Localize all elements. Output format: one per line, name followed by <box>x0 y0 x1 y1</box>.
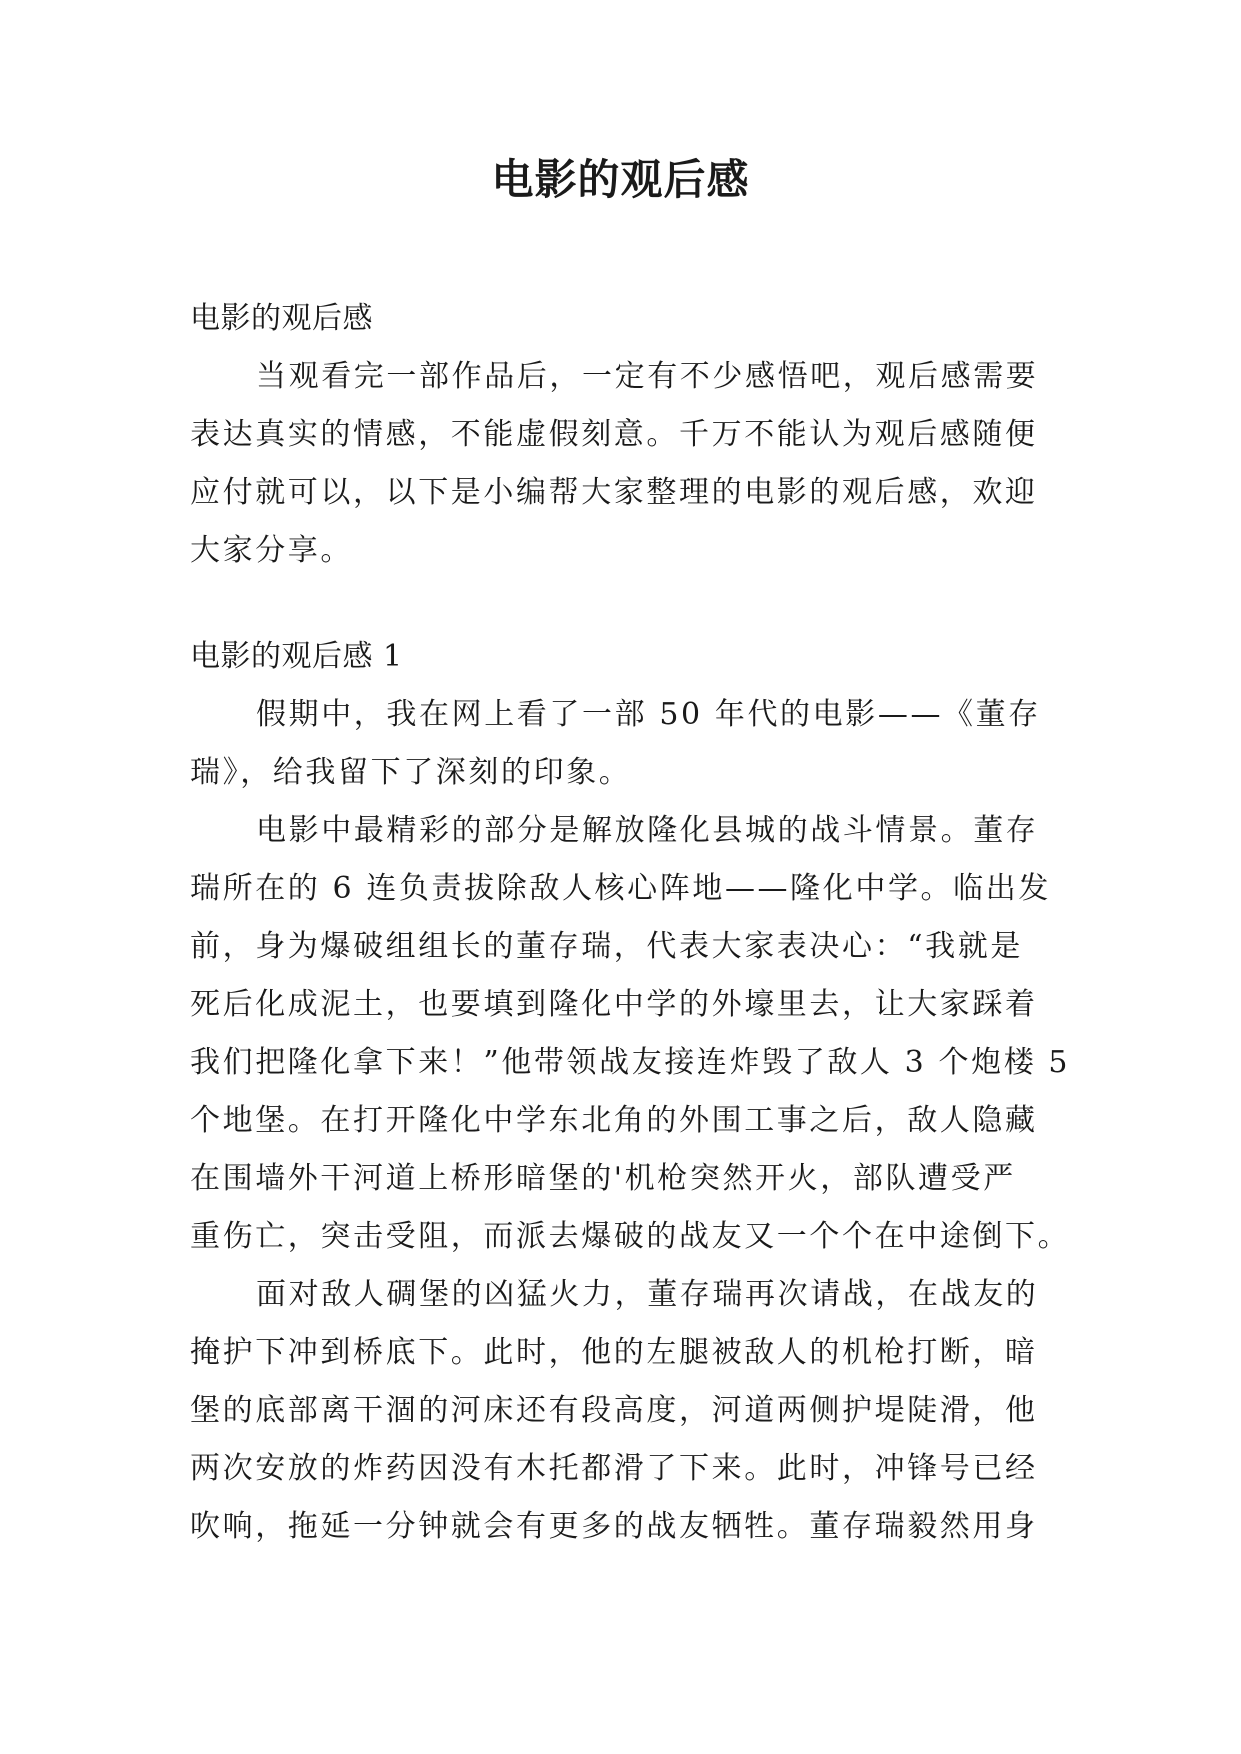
paragraph-2-line-8: 重伤亡，突击受阻，而派去爆破的战友又一个个在中途倒下。 <box>190 1219 1071 1254</box>
paragraph-2-line-2: 瑞所在的 6 连负责拔除敌人核心阵地——隆化中学。临出发 <box>190 871 1051 906</box>
paragraph-2-line-6: 个地堡。在打开隆化中学东北角的外围工事之后，敌人隐藏 <box>190 1103 1038 1138</box>
paragraph-3-line-2: 掩护下冲到桥底下。此时，他的左腿被敌人的机枪打断，暗 <box>190 1335 1038 1370</box>
intro-line-4: 大家分享。 <box>190 533 353 568</box>
paragraph-2-line-4: 死后化成泥土，也要填到隆化中学的外壕里去，让大家踩着 <box>190 987 1038 1022</box>
document-title: 电影的观后感 <box>491 155 750 204</box>
paragraph-3-line-4: 两次安放的炸药因没有木托都滑了下来。此时，冲锋号已经 <box>190 1451 1038 1486</box>
paragraph-2-line-1: 电影中最精彩的部分是解放隆化县城的战斗情景。董存 <box>256 813 1039 848</box>
intro-line-1: 当观看完一部作品后，一定有不少感悟吧，观后感需要 <box>256 359 1039 394</box>
section-1-heading: 电影的观后感 1 <box>190 639 403 674</box>
paragraph-1-line-2: 瑞》，给我留下了深刻的印象。 <box>190 755 632 790</box>
document-body <box>190 290 1071 1556</box>
paragraph-1-line-1: 假期中，我在网上看了一部 50 年代的电影——《董存 <box>256 697 1041 732</box>
section-spacer <box>190 580 1052 628</box>
paragraph-3-line-3: 堡的底部离干涸的河床还有段高度，河道两侧护堤陡滑，他 <box>190 1393 1038 1428</box>
paragraph-3-line-1: 面对敌人碉堡的凶猛火力，董存瑞再次请战，在战友的 <box>256 1277 1039 1312</box>
paragraph-2-line-5: 我们把隆化拿下来！”他带领战友接连炸毁了敌人 3 个炮楼 5 <box>190 1045 1071 1080</box>
paragraph-3-line-5: 吹响，拖延一分钟就会有更多的战友牺牲。董存瑞毅然用身 <box>190 1509 1038 1544</box>
intro-line-2: 表达真实的情感，不能虚假刻意。千万不能认为观后感随便 <box>190 417 1038 452</box>
intro-line-3: 应付就可以，以下是小编帮大家整理的电影的观后感，欢迎 <box>190 475 1038 510</box>
intro-heading: 电影的观后感 <box>190 301 373 336</box>
paragraph-2-line-3: 前，身为爆破组组长的董存瑞，代表大家表决心：“我就是 <box>190 929 1023 964</box>
paragraph-2-line-7: 在围墙外干河道上桥形暗堡的'机枪突然开火，部队遭受严 <box>190 1161 1016 1196</box>
